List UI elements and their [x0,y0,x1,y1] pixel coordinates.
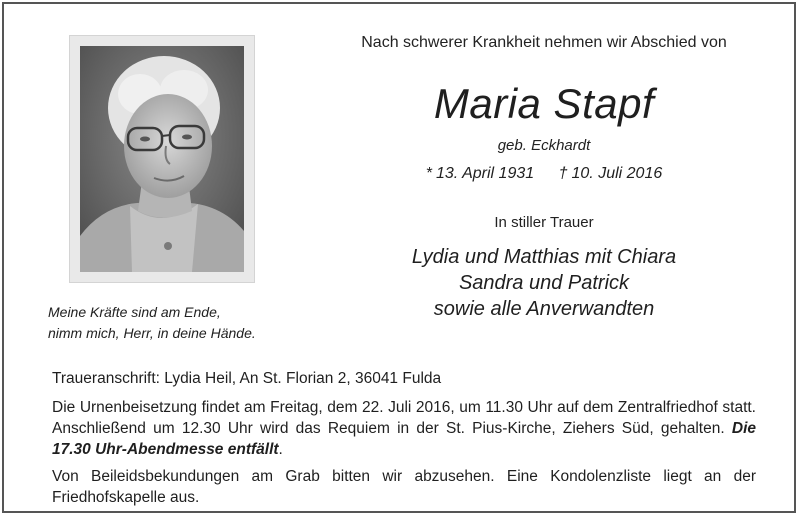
death-symbol: † [558,165,568,182]
birth-symbol: * [425,165,432,182]
obituary-notice [2,2,796,513]
funeral-text: Die Urnenbeisetzung findet am Freitag, dem 22. Juli 2016, um 11.30 Uhr auf dem Zentralfriedhof statt. Anschließend um 12.30 Uhr wird das Requiem in der St. Pius-Kirche, Ziehers Süd, gehalten. [52,399,756,437]
condolence-paragraph: Von Beileidsbekundungen am Grab bitten wir abzusehen. Eine Kondolenzliste liegt an der Friedhofskapelle aus. [52,468,756,506]
funeral-paragraph [52,397,756,460]
quote-line: Meine Kräfte sind am Ende, [48,304,221,320]
quote-line: nimm mich, Herr, in deine Hände. [48,325,256,341]
intro-line: Nach schwerer Krankheit nehmen wir Abschied von [361,34,727,51]
portrait-frame [70,36,254,282]
family-line: sowie alle Anverwandten [433,298,655,320]
notice-body [52,368,756,514]
deceased-name: Maria Stapf [433,80,655,127]
funeral-emphasis: Die 17.30 Uhr-Abendmesse entfällt [52,420,756,458]
funeral-end: . [278,441,283,458]
birth-name: geb. Eckhardt [497,137,591,154]
death-date: 10. Juli 2016 [571,165,663,182]
family-list [334,244,754,322]
life-dates [334,165,754,183]
bible-quote [48,302,256,344]
portrait-photo [80,46,244,272]
family-line: Lydia und Matthias mit Chiara [411,246,677,268]
mourning-address: Traueranschrift: Lydia Heil, An St. Florian 2, 36041 Fulda [52,370,442,387]
mourning-line: In stiller Trauer [494,214,594,231]
birth-date: 13. April 1931 [436,165,535,182]
family-line: Sandra und Patrick [458,272,630,294]
